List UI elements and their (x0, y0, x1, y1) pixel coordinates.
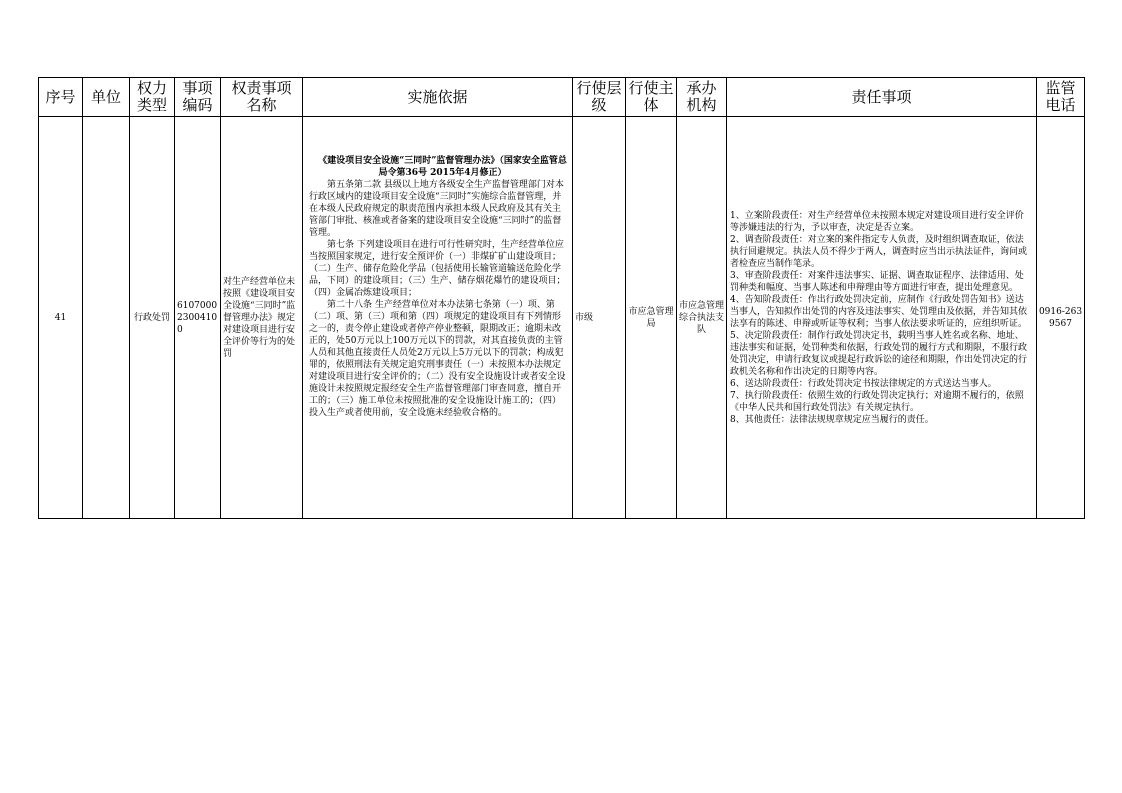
responsibility-item: 7、执行阶段责任：依照生效的行政处罚决定执行；对逾期不履行的，依照《中华人民共和国行政处罚法》有关规定执行。 (730, 390, 1024, 413)
table-row (39, 117, 1085, 519)
header-row (39, 78, 1085, 117)
cell-power-type: 行政处罚 (130, 117, 175, 519)
header-power-type-label: 权力类型 (136, 79, 167, 114)
responsibility-item: 6、送达阶段责任：行政处罚决定书按法律规定的方式送达当事人。 (730, 378, 997, 389)
cell-item-code: 610700023004100 (175, 117, 221, 519)
cell-unit (83, 117, 130, 519)
header-subject-label: 行使主体 (628, 79, 674, 114)
header-phone-label: 监管电话 (1045, 79, 1076, 114)
responsibility-item: 8、其他责任：法律法规规章规定应当履行的责任。 (730, 414, 934, 425)
header-phone (1037, 78, 1085, 117)
responsibility-item: 4、告知阶段责任：作出行政处罚决定前，应制作《行政处罚告知书》送达当事人，告知拟作出处罚的内容及违法事实、处罚理由及依据，并告知其依法享有的陈述、申辩或听证等权利；当事人依法要求听证的，应组织听证。 (730, 294, 1028, 329)
header-item-name-label: 权责事项名称 (231, 79, 292, 114)
basis-paragraph: 第七条 下列建设项目在进行可行性研究时，生产经营单位应当按照国家规定，进行安全预评价（一）非煤矿矿山建设项目；（二）生产、储存危险化学品（包括使用长输管道输送危险化学品，下同）的建设项目；（三）生产、储存烟花爆竹的建设项目；（四）金属冶炼建设项目； (309, 240, 566, 298)
responsibility-item: 5、决定阶段责任：制作行政处罚决定书，载明当事人姓名或名称、地址、违法事实和证据，处罚种类和依据，行政处罚的履行方式和期限，不服行政处罚决定，申请行政复议或提起行政诉讼的途径和期限，作出处罚决定的行政机关名称和作出决定的日期等内容。 (730, 330, 1028, 377)
cell-org: 市应急管理综合执法支队 (677, 117, 727, 519)
basis-paragraph: 第五条第二款 县级以上地方各级安全生产监督管理部门对本行政区域内的建设项目安全设施“三同时”实施综合监督管理，并在本级人民政府规定的职责范围内承担本级人民政府及其有关主管部门审批、核准或者备案的建设项目安全设施“三同时”的监督管理。 (309, 180, 564, 238)
power-responsibility-table (38, 77, 1085, 519)
cell-basis (303, 117, 573, 519)
cell-phone: 0916-2639567 (1037, 117, 1085, 519)
header-subject (626, 78, 677, 117)
basis-paragraph: 第二十八条 生产经营单位对本办法第七条第（一）项、第（二）项、第（三）项和第（四）项规定的建设项目有下列情形之一的，责令停止建设或者停产停业整顿，限期改正；逾期未改正的，处50万元以上100万元以下的罚款，对其直接负责的主管人员和其他直接责任人员处2万元以上5万元以下的罚款；构成犯罪的，依照刑法有关规定追究刑事责任（一）未按照本办法规定对建设项目进行安全评价的；（二）没有安全设施设计或者安全设施设计未按照规定报经安全生产监督管理部门审查同意，擅自开工的；（三）施工单位未按照批准的安全设施设计施工的；（四）投入生产或者使用前，安全设施未经验收合格的。 (309, 300, 566, 418)
header-responsibility: 责任事项 (727, 78, 1037, 117)
header-level-label: 行使层级 (576, 79, 622, 114)
cell-subject: 市应急管理局 (626, 117, 677, 519)
responsibility-item: 3、审查阶段责任：对案件违法事实、证据、调查取证程序、法律适用、处罚种类和幅度、当事人陈述和申辩理由等方面进行审查，提出处理意见。 (730, 270, 1024, 293)
basis-title: 《建设项目安全设施“三同时”监督管理办法》（国家安全监管总局令第36号 2015年4月修正） (318, 156, 567, 178)
header-unit: 单位 (83, 78, 130, 117)
header-item-code (175, 78, 221, 117)
header-item-code-label: 事项编码 (182, 79, 213, 114)
header-item-name (221, 78, 303, 117)
responsibility-item: 1、立案阶段责任：对生产经营单位未按照本规定对建设项目进行安全评价等涉嫌违法的行为，予以审查，决定是否立案。 (730, 210, 1024, 233)
header-basis: 实施依据 (303, 78, 573, 117)
cell-seq: 41 (39, 117, 83, 519)
header-seq: 序号 (39, 78, 83, 117)
header-power-type (130, 78, 175, 117)
header-org (677, 78, 727, 117)
cell-responsibility (727, 117, 1037, 519)
header-org-label: 承办机构 (686, 79, 717, 114)
responsibility-item: 2、调查阶段责任：对立案的案件指定专人负责，及时组织调查取证，依法执行回避规定。执法人员不得少于两人，调查时应当出示执法证件，询问或者检查应当制作笔录。 (730, 234, 1028, 269)
header-level (573, 78, 626, 117)
cell-level: 市级 (573, 117, 626, 519)
cell-item-name: 对生产经营单位未按照《建设项目安全设施“三同时”监督管理办法》规定对建设项目进行安全评价等行为的处罚 (221, 117, 303, 519)
